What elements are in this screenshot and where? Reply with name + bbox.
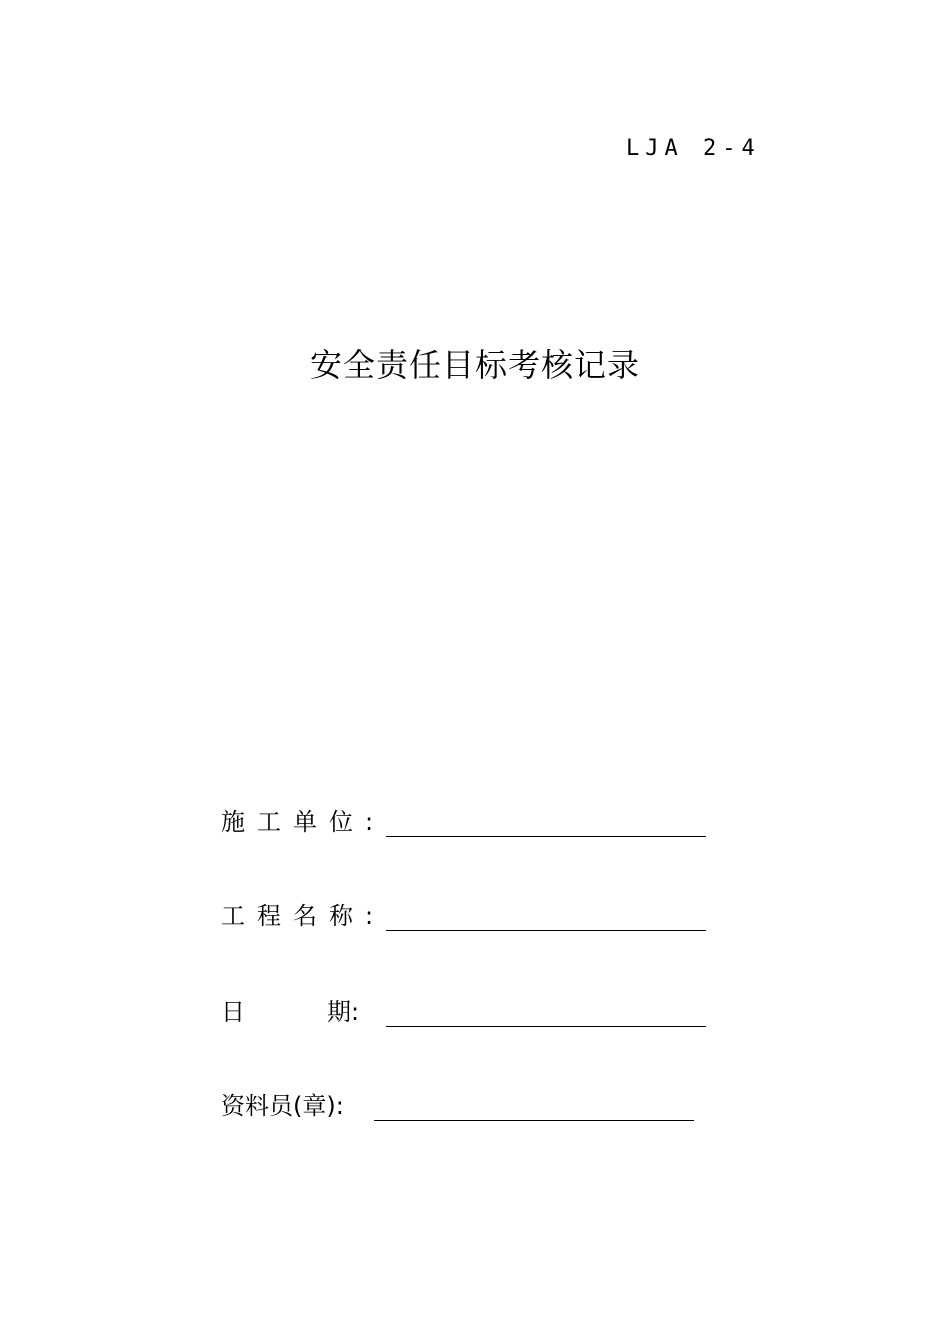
document-title: 安全责任目标考核记录: [309, 346, 640, 384]
date-label-end: 期:: [327, 998, 360, 1026]
project-name-line[interactable]: [386, 930, 706, 931]
date-line[interactable]: [386, 1026, 706, 1027]
construction-unit-label: 施工单位:: [221, 808, 386, 836]
construction-unit-line[interactable]: [386, 836, 706, 837]
date-label: [221, 996, 359, 1028]
project-name-field: [221, 900, 711, 940]
date-label-start: 日: [221, 998, 245, 1026]
project-name-label: 工程名称:: [221, 902, 386, 930]
archivist-field: [221, 1090, 701, 1130]
archivist-line[interactable]: [374, 1120, 694, 1121]
archivist-label: 资料员(章):: [221, 1092, 344, 1120]
date-field: [221, 996, 711, 1036]
construction-unit-field: [221, 806, 711, 846]
form-code: LJA 2-4: [626, 136, 761, 161]
